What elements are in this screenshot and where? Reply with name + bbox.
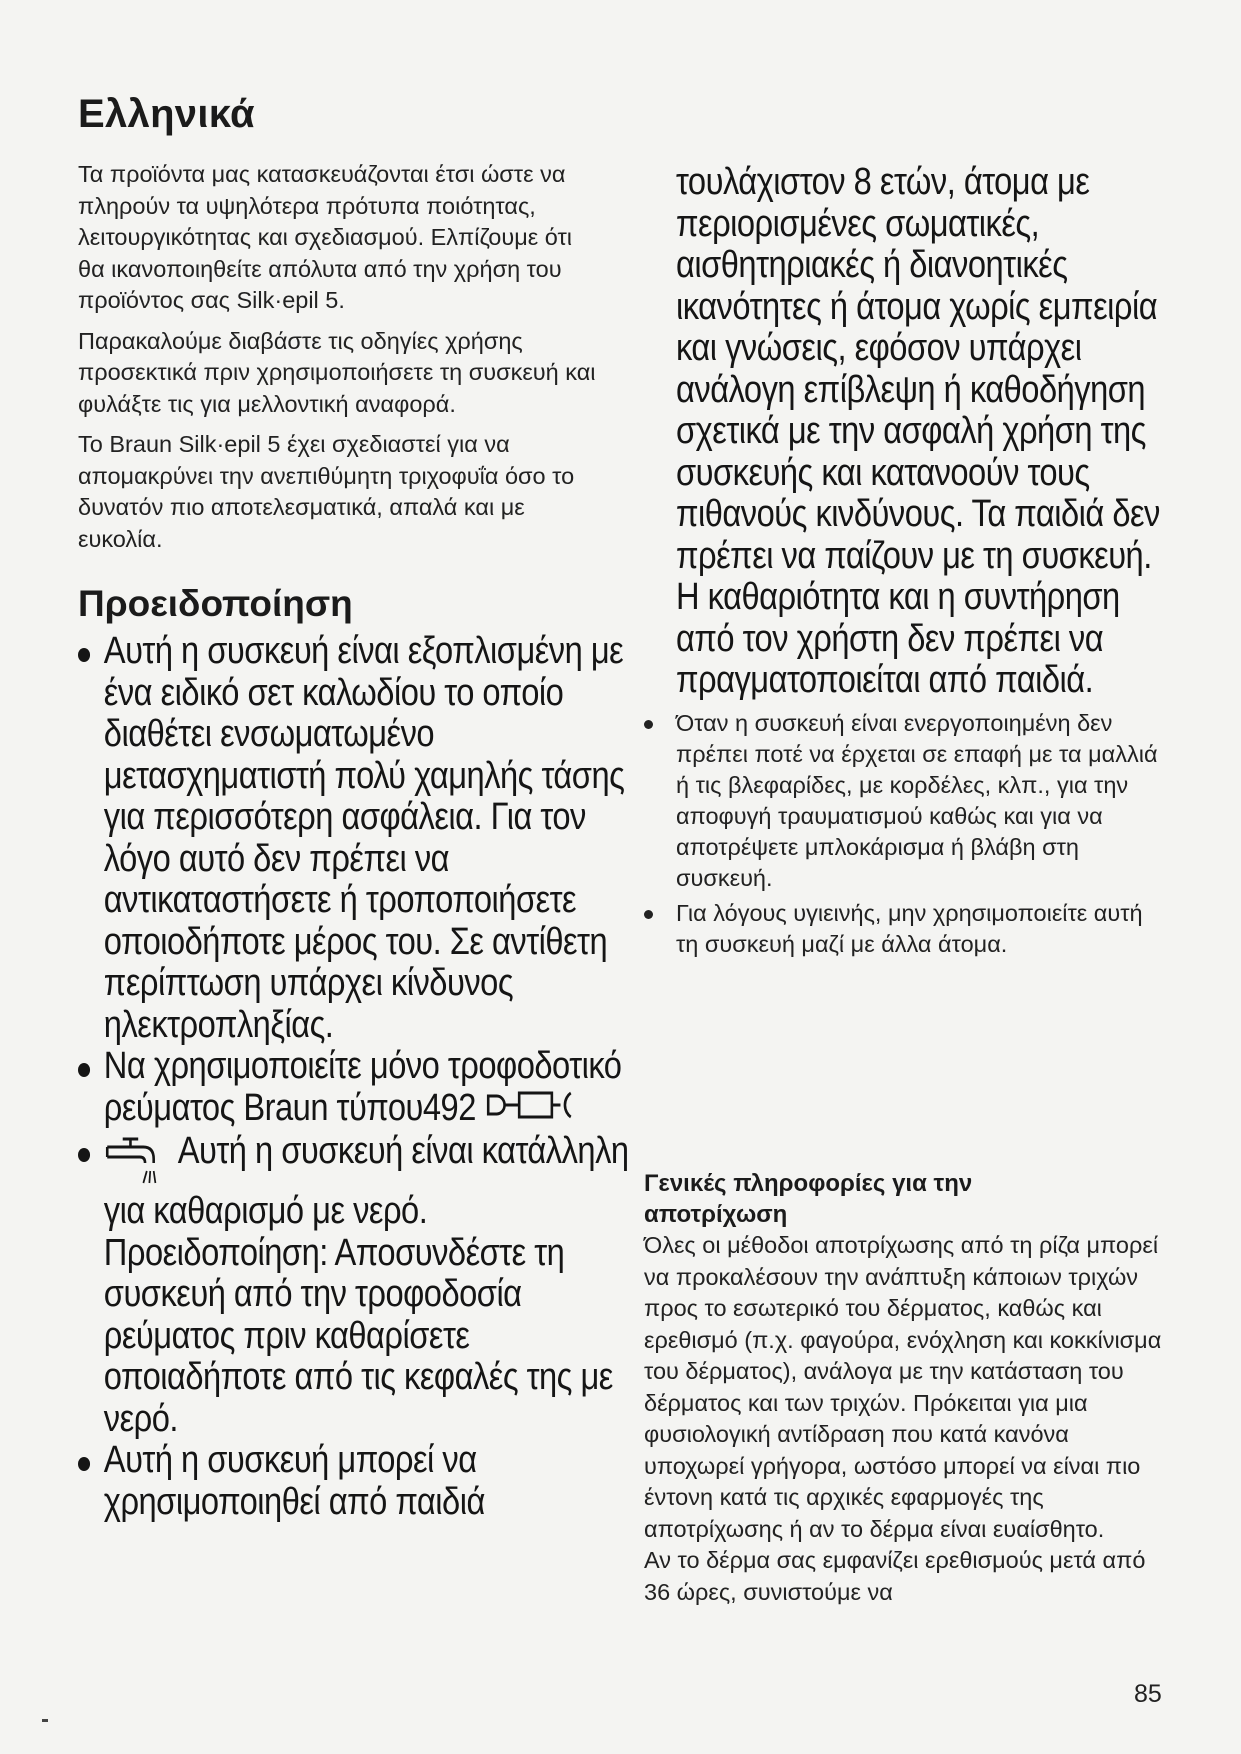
intro-paragraph: Το Braun Silk·epil 5 έχει σχεδιαστεί για να απομακρύνει την ανεπιθύμητη τριχοφυΐα όσο το δυνατόν πιο αποτελεσματικά, απαλά και με ευκολία. <box>78 431 575 552</box>
warning-bullet-text: Να χρησιμοποιείτε μόνο τροφοδοτικό ρεύματος Braun τύπου492 <box>103 1045 622 1129</box>
warning-continuation: τουλάχιστον 8 ετών, άτομα με περιορισμένες σωματικές, αισθητηριακές ή διανοητικές ικανότητες ή άτομα χωρίς εμπειρία και γνώσεις, εφόσον υπάρχει ανάλογη επίβλεψη ή καθοδήγηση σχετικά με την ασφαλή χρήση της συσκευής και κατανοούν τους πιθανούς κινδύνους. Τα παιδιά δεν πρέπει να παίζουν με τη συσκευή. Η καθαριότητα και η συντήρηση από τον χρήστη δεν πρέπει να πραγματοποιείται από παιδιά. <box>676 161 1160 701</box>
general-info-heading: Γενικές πληροφορίες για την αποτρίχωση <box>644 1170 973 1228</box>
intro-paragraph: Παρακαλούμε διαβάστε τις οδηγίες χρήσης προσεκτικά πριν χρησιμοποιήσετε τη συσκευή και φυλάξτε τις για μελλοντική αναφορά. <box>78 327 596 417</box>
warning-large-text <box>78 630 629 1523</box>
small-bullet-text: Όταν η συσκευή είναι ενεργοποιημένη δεν πρέπει ποτέ να έρχεται σε επαφή με τα μαλλιά ή τις βλεφαρίδες, με κορδέλες, κλπ., για την αποφυγή τραυματισμού καθώς και για να αποτρέψετε μπλοκάρισμα ή βλάβη στη συσκευή. <box>676 709 1158 891</box>
general-info-paragraph: Όλες οι μέθοδοι αποτρίχωσης από τη ρίζα μπορεί να προκαλέσουν την ανάπτυξη κάποιων τριχών προς το εσωτερικό του δέρματος, καθώς και ερεθισμό (π.χ. φαγούρα, ενόχληση και κοκκίνισμα του δέρματος), ανάλογα με την κατάσταση του δέρματος και των τριχών. Πρόκειται για μια φυσιολογική αντίδραση που κατά κανόνα υποχωρεί γρήγορα, ωστόσο μπορεί να είναι πιο έντονη κατά τις αρχικές εφαρμογές της αποτρίχωσης ή αν το δέρμα είναι ευαίσθητο. <box>644 1232 1162 1542</box>
margin-mark <box>42 1719 48 1722</box>
small-bullet-text: Για λόγους υγιεινής, μην χρησιμοποιείτε αυτή τη συσκευή μαζί με άλλα άτομα. <box>676 899 1143 957</box>
list-item <box>78 631 637 1046</box>
bullet-dot <box>78 1063 90 1077</box>
list-item <box>644 708 1164 894</box>
intro-paragraph: Τα προϊόντα μας κατασκευάζονται έτσι ώστε να πληρούν τα υψηλότερα πρότυπα ποιότητας, λειτουργικότητας και σχεδιασμού. Ελπίζουμε ότι θα ικανοποιηθείτε απόλυτα από την χρήση του προϊόντος σας Silk·epil 5. <box>78 161 572 313</box>
general-info-paragraph: Αν το δέρμα σας εμφανίζει ερεθισμούς μετά από 36 ώρες, συνιστούμε να <box>644 1547 1146 1605</box>
water-tap-symbol-icon <box>104 1131 178 1191</box>
page-number: 85 <box>1134 1680 1162 1708</box>
intro-block <box>78 159 598 555</box>
warning-heading: Προειδοποίηση <box>78 583 353 624</box>
language-title: Ελληνικά <box>78 92 255 136</box>
list-item <box>78 1046 637 1131</box>
list-item <box>78 1131 637 1440</box>
bullet-dot <box>644 910 653 919</box>
list-item <box>644 898 1164 960</box>
bullet-dot <box>78 1148 90 1162</box>
list-item <box>78 1440 637 1523</box>
warning-bullet-text: Αυτή η συσκευή μπορεί να χρησιμοποιηθεί από παιδιά <box>103 1439 485 1523</box>
bullet-dot <box>78 648 90 662</box>
power-plug-symbol-icon <box>484 1088 573 1132</box>
warning-bullet-text: Αυτή η συσκευή είναι κατάλληλη για καθαρισμό με νερό. Προειδοποίηση: Αποσυνδέστε τη συσκευή από την τροφοδοσία ρεύματος πριν καθαρίσετε οποιαδήποτε από τις κεφαλές της με νερό. <box>103 1130 629 1440</box>
warning-bullet-text: Αυτή η συσκευή είναι εξοπλισμένη με ένα ειδικό σετ καλωδίου το οποίο διαθέτει ενσωματωμένο μετασχηματιστή πολύ χαμηλής τάσης για περισσότερη ασφάλεια. Για τον λόγο αυτό δεν πρέπει να αντικαταστήσετε ή τροποποιήσετε οποιοδήποτε μέρος του. Σε αντίθετη περίπτωση υπάρχει κίνδυνος ηλεκτροπληξίας. <box>103 630 625 1046</box>
warning-list <box>78 631 637 1523</box>
bullet-dot <box>78 1457 90 1471</box>
small-warning-list <box>644 708 1164 960</box>
left-column <box>78 92 638 1523</box>
right-column-top <box>676 162 1196 964</box>
right-column-bottom <box>644 1168 1174 1608</box>
bullet-dot <box>644 720 653 729</box>
